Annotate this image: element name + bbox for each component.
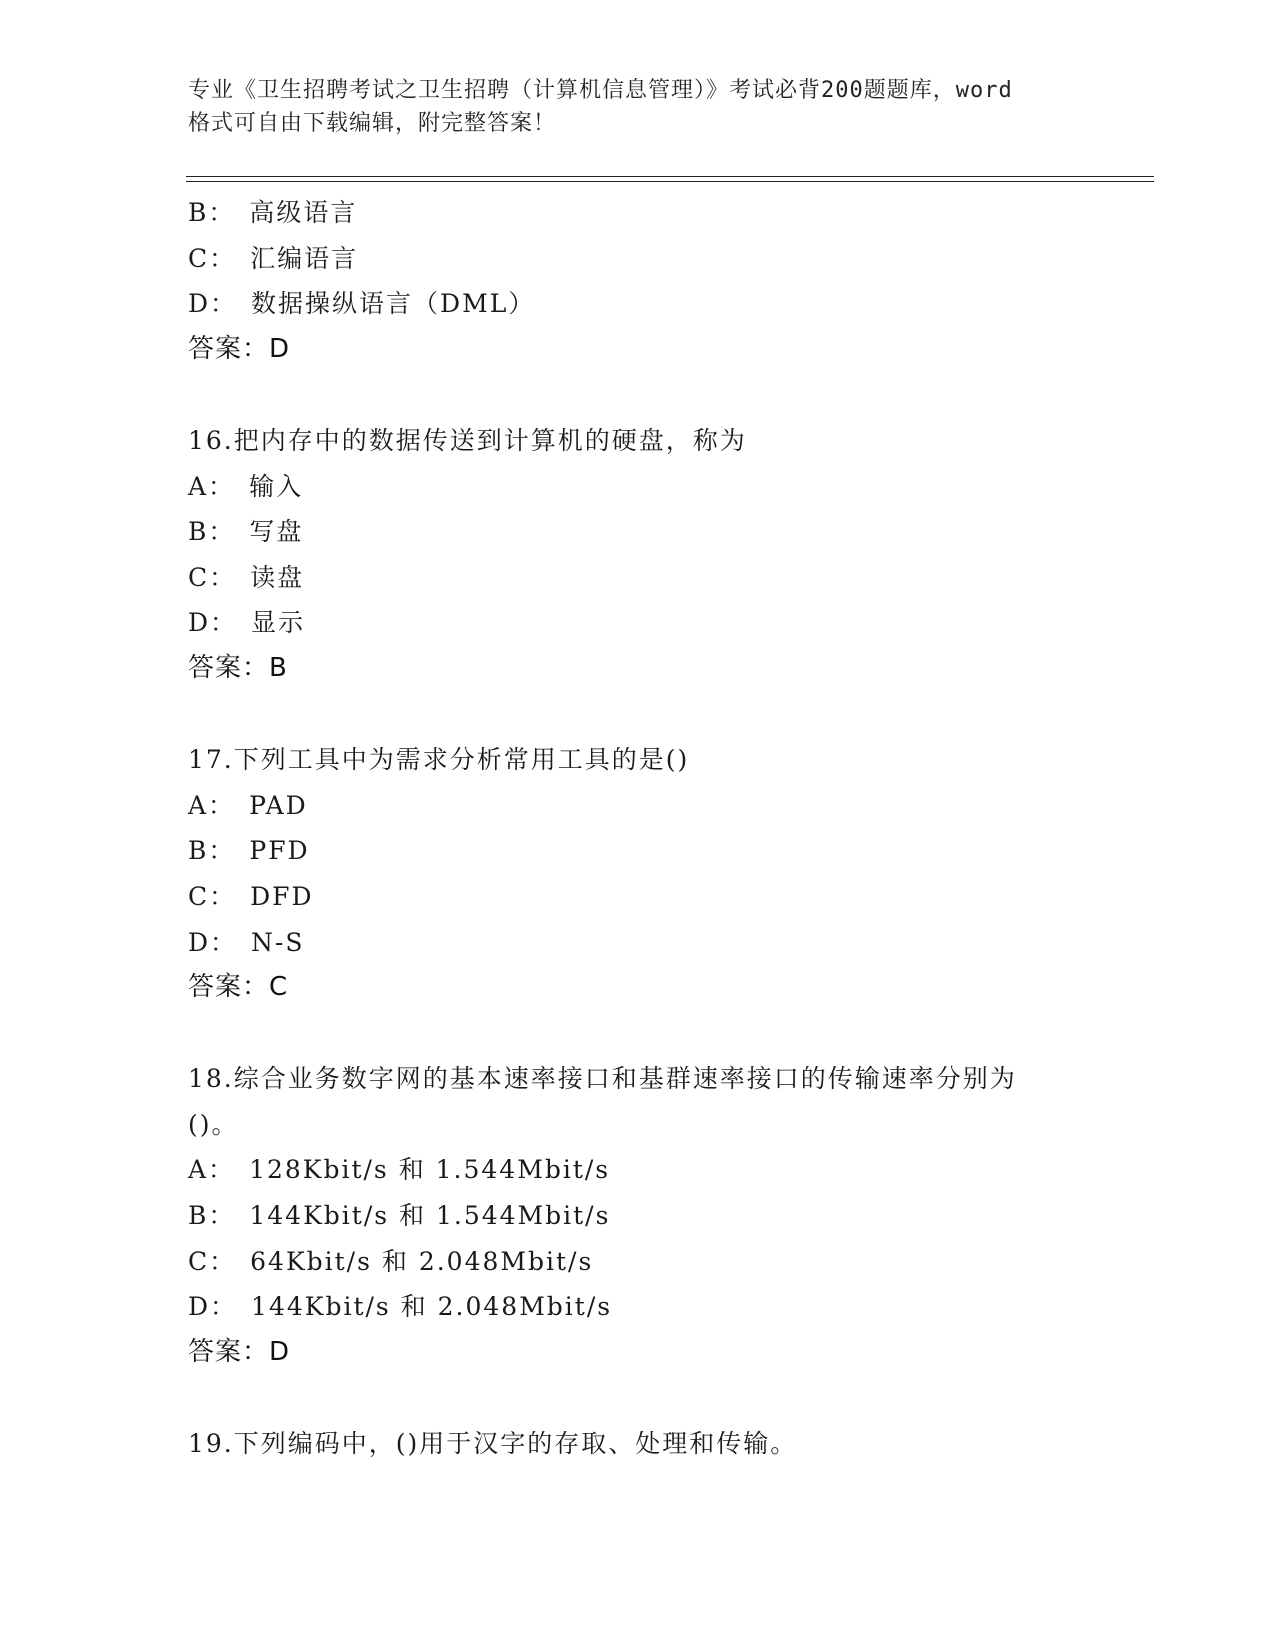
header-divider-bottom bbox=[186, 181, 1154, 182]
question-15-tail bbox=[188, 190, 1148, 372]
question-stem: 17.下列工具中为需求分析常用工具的是() bbox=[188, 745, 690, 775]
header-line-2: 格式可自由下载编辑，附完整答案！ bbox=[188, 111, 557, 136]
question-16 bbox=[188, 418, 1148, 692]
option-d: D： N-S bbox=[188, 927, 305, 957]
option-b: B： 写盘 bbox=[188, 517, 304, 547]
header-line-1: 专业《卫生招聘考试之卫生招聘（计算机信息管理）》考试必背200题题库，word bbox=[188, 78, 1013, 103]
option-a: A： 输入 bbox=[188, 471, 304, 501]
option-c: C： 读盘 bbox=[188, 562, 305, 592]
option-d: D： 144Kbit/s 和 2.048Mbit/s bbox=[188, 1292, 613, 1322]
document-header bbox=[188, 74, 1088, 140]
option-d: D： 显示 bbox=[188, 608, 306, 638]
question-stem: 19.下列编码中，()用于汉字的存取、处理和传输。 bbox=[188, 1429, 798, 1459]
option-b: B： PFD bbox=[188, 836, 310, 866]
answer-18: 答案：D bbox=[188, 1336, 291, 1367]
spacer bbox=[188, 1375, 1148, 1421]
question-list bbox=[188, 190, 1148, 1467]
spacer bbox=[188, 1011, 1148, 1057]
option-a: A： 128Kbit/s 和 1.544Mbit/s bbox=[188, 1155, 611, 1185]
option-d: D： 数据操纵语言（DML） bbox=[188, 289, 536, 319]
option-c: C： 汇编语言 bbox=[188, 243, 359, 273]
spacer bbox=[188, 372, 1148, 418]
question-stem-line-1: 18.综合业务数字网的基本速率接口和基群速率接口的传输速率分别为 bbox=[188, 1064, 1017, 1094]
option-b: B： 高级语言 bbox=[188, 198, 358, 227]
question-stem-line-2: ()。 bbox=[188, 1109, 239, 1139]
answer-17: 答案：C bbox=[188, 972, 289, 1003]
option-c: C： 64Kbit/s 和 2.048Mbit/s bbox=[188, 1246, 594, 1276]
spacer bbox=[188, 692, 1148, 738]
question-stem: 16.把内存中的数据传送到计算机的硬盘，称为 bbox=[188, 425, 747, 455]
answer-15: 答案：D bbox=[188, 333, 291, 364]
header-divider-top bbox=[186, 176, 1154, 177]
option-b: B： 144Kbit/s 和 1.544Mbit/s bbox=[188, 1201, 611, 1231]
question-18 bbox=[188, 1056, 1148, 1375]
question-17 bbox=[188, 737, 1148, 1011]
answer-16: 答案：B bbox=[188, 652, 288, 683]
option-a: A： PAD bbox=[188, 790, 308, 820]
option-c: C： DFD bbox=[188, 881, 314, 911]
question-19 bbox=[188, 1421, 1148, 1467]
